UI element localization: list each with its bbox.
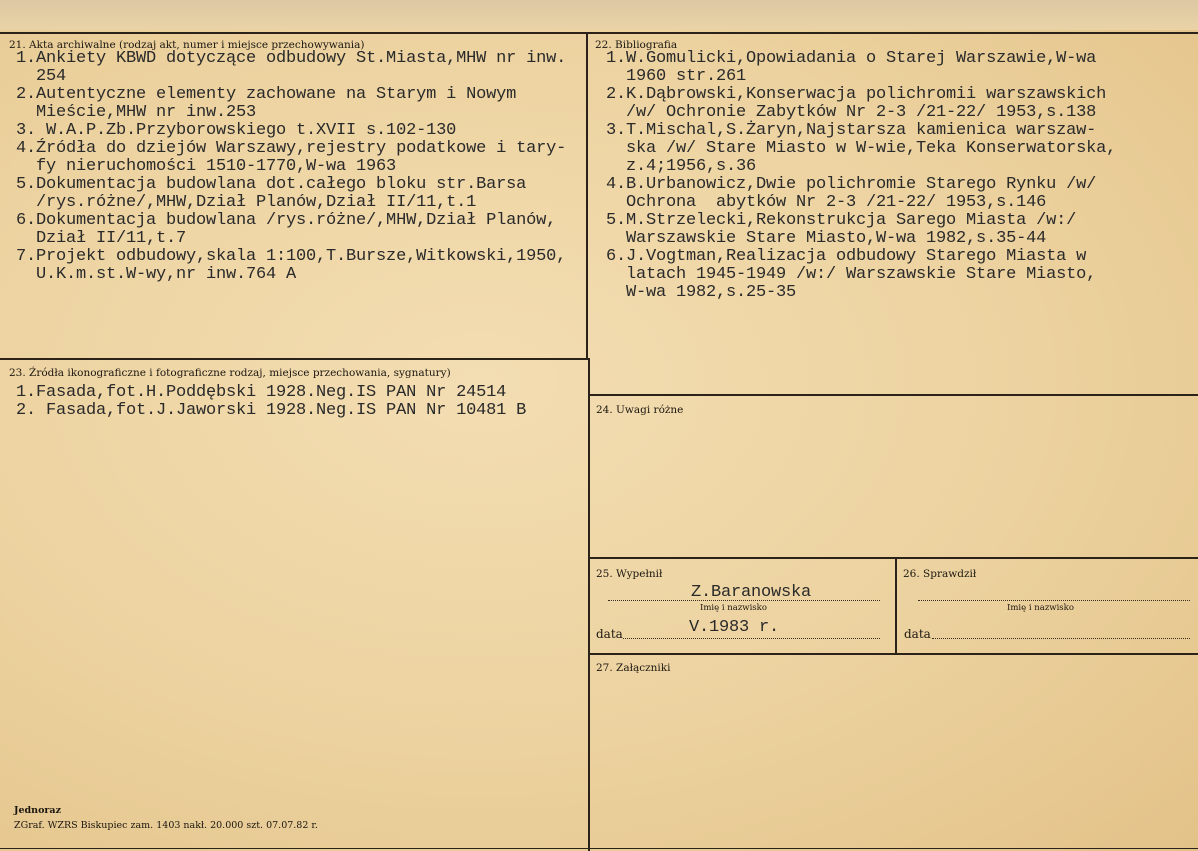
checked-by-name-line: [918, 600, 1190, 601]
text-line: Ochrona abytków Nr 2-3 /21-22/ 1953,s.146: [606, 193, 1047, 212]
divider-21-22: [586, 32, 588, 360]
checked-by-date-label: data: [904, 627, 931, 641]
text-line: 3.T.Mischal,S.Żaryn,Najstarsza kamienica warszaw-: [606, 121, 1097, 140]
divider-24-25: [589, 557, 1198, 559]
text-line: 5.M.Strzelecki,Rekonstrukcja Sarego Miasta /w:/: [606, 211, 1077, 230]
text-line: fy nieruchomości 1510-1770,W-wa 1963: [16, 157, 397, 176]
text-line: 2. Fasada,fot.J.Jaworski 1928.Neg.IS PAN Nr 10481 B: [16, 401, 527, 420]
filled-by-name: Z.Baranowska: [691, 583, 812, 602]
text-line: 1960 str.261: [606, 67, 747, 86]
text-line: 2.Autentyczne elementy zachowane na Starym i Nowym: [16, 85, 517, 104]
text-line: ska /w/ Stare Miasto w W-wie,Teka Konserwatorska,: [606, 139, 1117, 158]
section-24-header: 24. Uwagi różne: [596, 404, 684, 416]
section-25-header: 25. Wypełnił: [596, 568, 663, 580]
checked-by-name-caption: Imię i nazwisko: [1007, 603, 1074, 613]
text-line: latach 1945-1949 /w:/ Warszawskie Stare Miasto,: [606, 265, 1097, 284]
filled-by-date-label: data: [596, 627, 623, 641]
card-top-edge: [0, 0, 1198, 30]
section-27-header: 27. Załączniki: [596, 662, 671, 674]
footer-printer: ZGraf. WZRS Biskupiec zam. 1403 nakł. 20.000 szt. 07.07.82 r.: [14, 820, 318, 831]
text-line: 6.J.Vogtman,Realizacja odbudowy Starego Miasta w: [606, 247, 1087, 266]
section-22-text: [606, 50, 1116, 302]
text-line: 3. W.A.P.Zb.Przyborowskiego t.XVII s.102-130: [16, 121, 457, 140]
section-21-text: [16, 50, 566, 284]
checked-by-date-line: [932, 638, 1190, 639]
text-line: U.K.m.st.W-wy,nr inw.764 A: [16, 265, 297, 284]
section-21-header: 21. Akta archiwalne (rodzaj akt, numer i miejsce przechowywania): [9, 39, 365, 51]
text-line: 1.W.Gomulicki,Opowiadania o Starej Warszawie,W-wa: [606, 49, 1097, 68]
text-line: 5.Dokumentacja budowlana dot.całego bloku str.Barsa: [16, 175, 527, 194]
top-border: [0, 32, 1198, 34]
filled-by-name-line: [608, 600, 880, 601]
divider-21-23: [0, 358, 589, 360]
text-line: /rys.różne/,MHW,Dział Planów,Dział II/11,t.1: [16, 193, 477, 212]
text-line: 7.Projekt odbudowy,skala 1:100,T.Bursze,Witkowski,1950,: [16, 247, 567, 266]
text-line: 254: [16, 67, 67, 86]
text-line: Warszawskie Stare Miasto,W-wa 1982,s.35-44: [606, 229, 1047, 248]
filled-by-date: V.1983 r.: [689, 618, 780, 637]
filled-by-date-line: [623, 638, 880, 639]
text-line: 1.Fasada,fot.H.Poddębski 1928.Neg.IS PAN Nr 24514: [16, 383, 507, 402]
text-line: 6.Dokumentacja budowlana /rys.różne/,MHW,Dział Planów,: [16, 211, 557, 230]
bottom-border: [0, 848, 1198, 849]
section-26-header: 26. Sprawdził: [903, 568, 977, 580]
section-23-text: [16, 384, 526, 420]
text-line: /w/ Ochronie Zabytków Nr 2-3 /21-22/ 1953,s.138: [606, 103, 1097, 122]
text-line: 2.K.Dąbrowski,Konserwacja polichromii warszawskich: [606, 85, 1107, 104]
text-line: Dział II/11,t.7: [16, 229, 187, 248]
divider-25-27: [589, 653, 1198, 655]
section-23-header: 23. Źródła ikonograficzne i fotograficzne rodzaj, miejsce przechowania, sygnatury): [9, 367, 451, 379]
text-line: 1.Ankiety KBWD dotyczące odbudowy St.Miasta,MHW nr inw.: [16, 49, 567, 68]
divider-right-column: [588, 358, 590, 851]
footer-edition: Jednoraz: [14, 805, 61, 816]
text-line: 4.B.Urbanowicz,Dwie polichromie Starego Rynku /w/: [606, 175, 1097, 194]
filled-by-name-caption: Imię i nazwisko: [700, 603, 767, 613]
divider-25-26: [895, 557, 897, 654]
divider-22-24: [589, 394, 1198, 396]
section-22-header: 22. Bibliografia: [595, 39, 678, 51]
text-line: 4.Źródła do dziejów Warszawy,rejestry podatkowe i tary-: [16, 139, 567, 158]
text-line: Mieście,MHW nr inw.253: [16, 103, 257, 122]
text-line: z.4;1956,s.36: [606, 157, 757, 176]
text-line: W-wa 1982,s.25-35: [606, 283, 797, 302]
